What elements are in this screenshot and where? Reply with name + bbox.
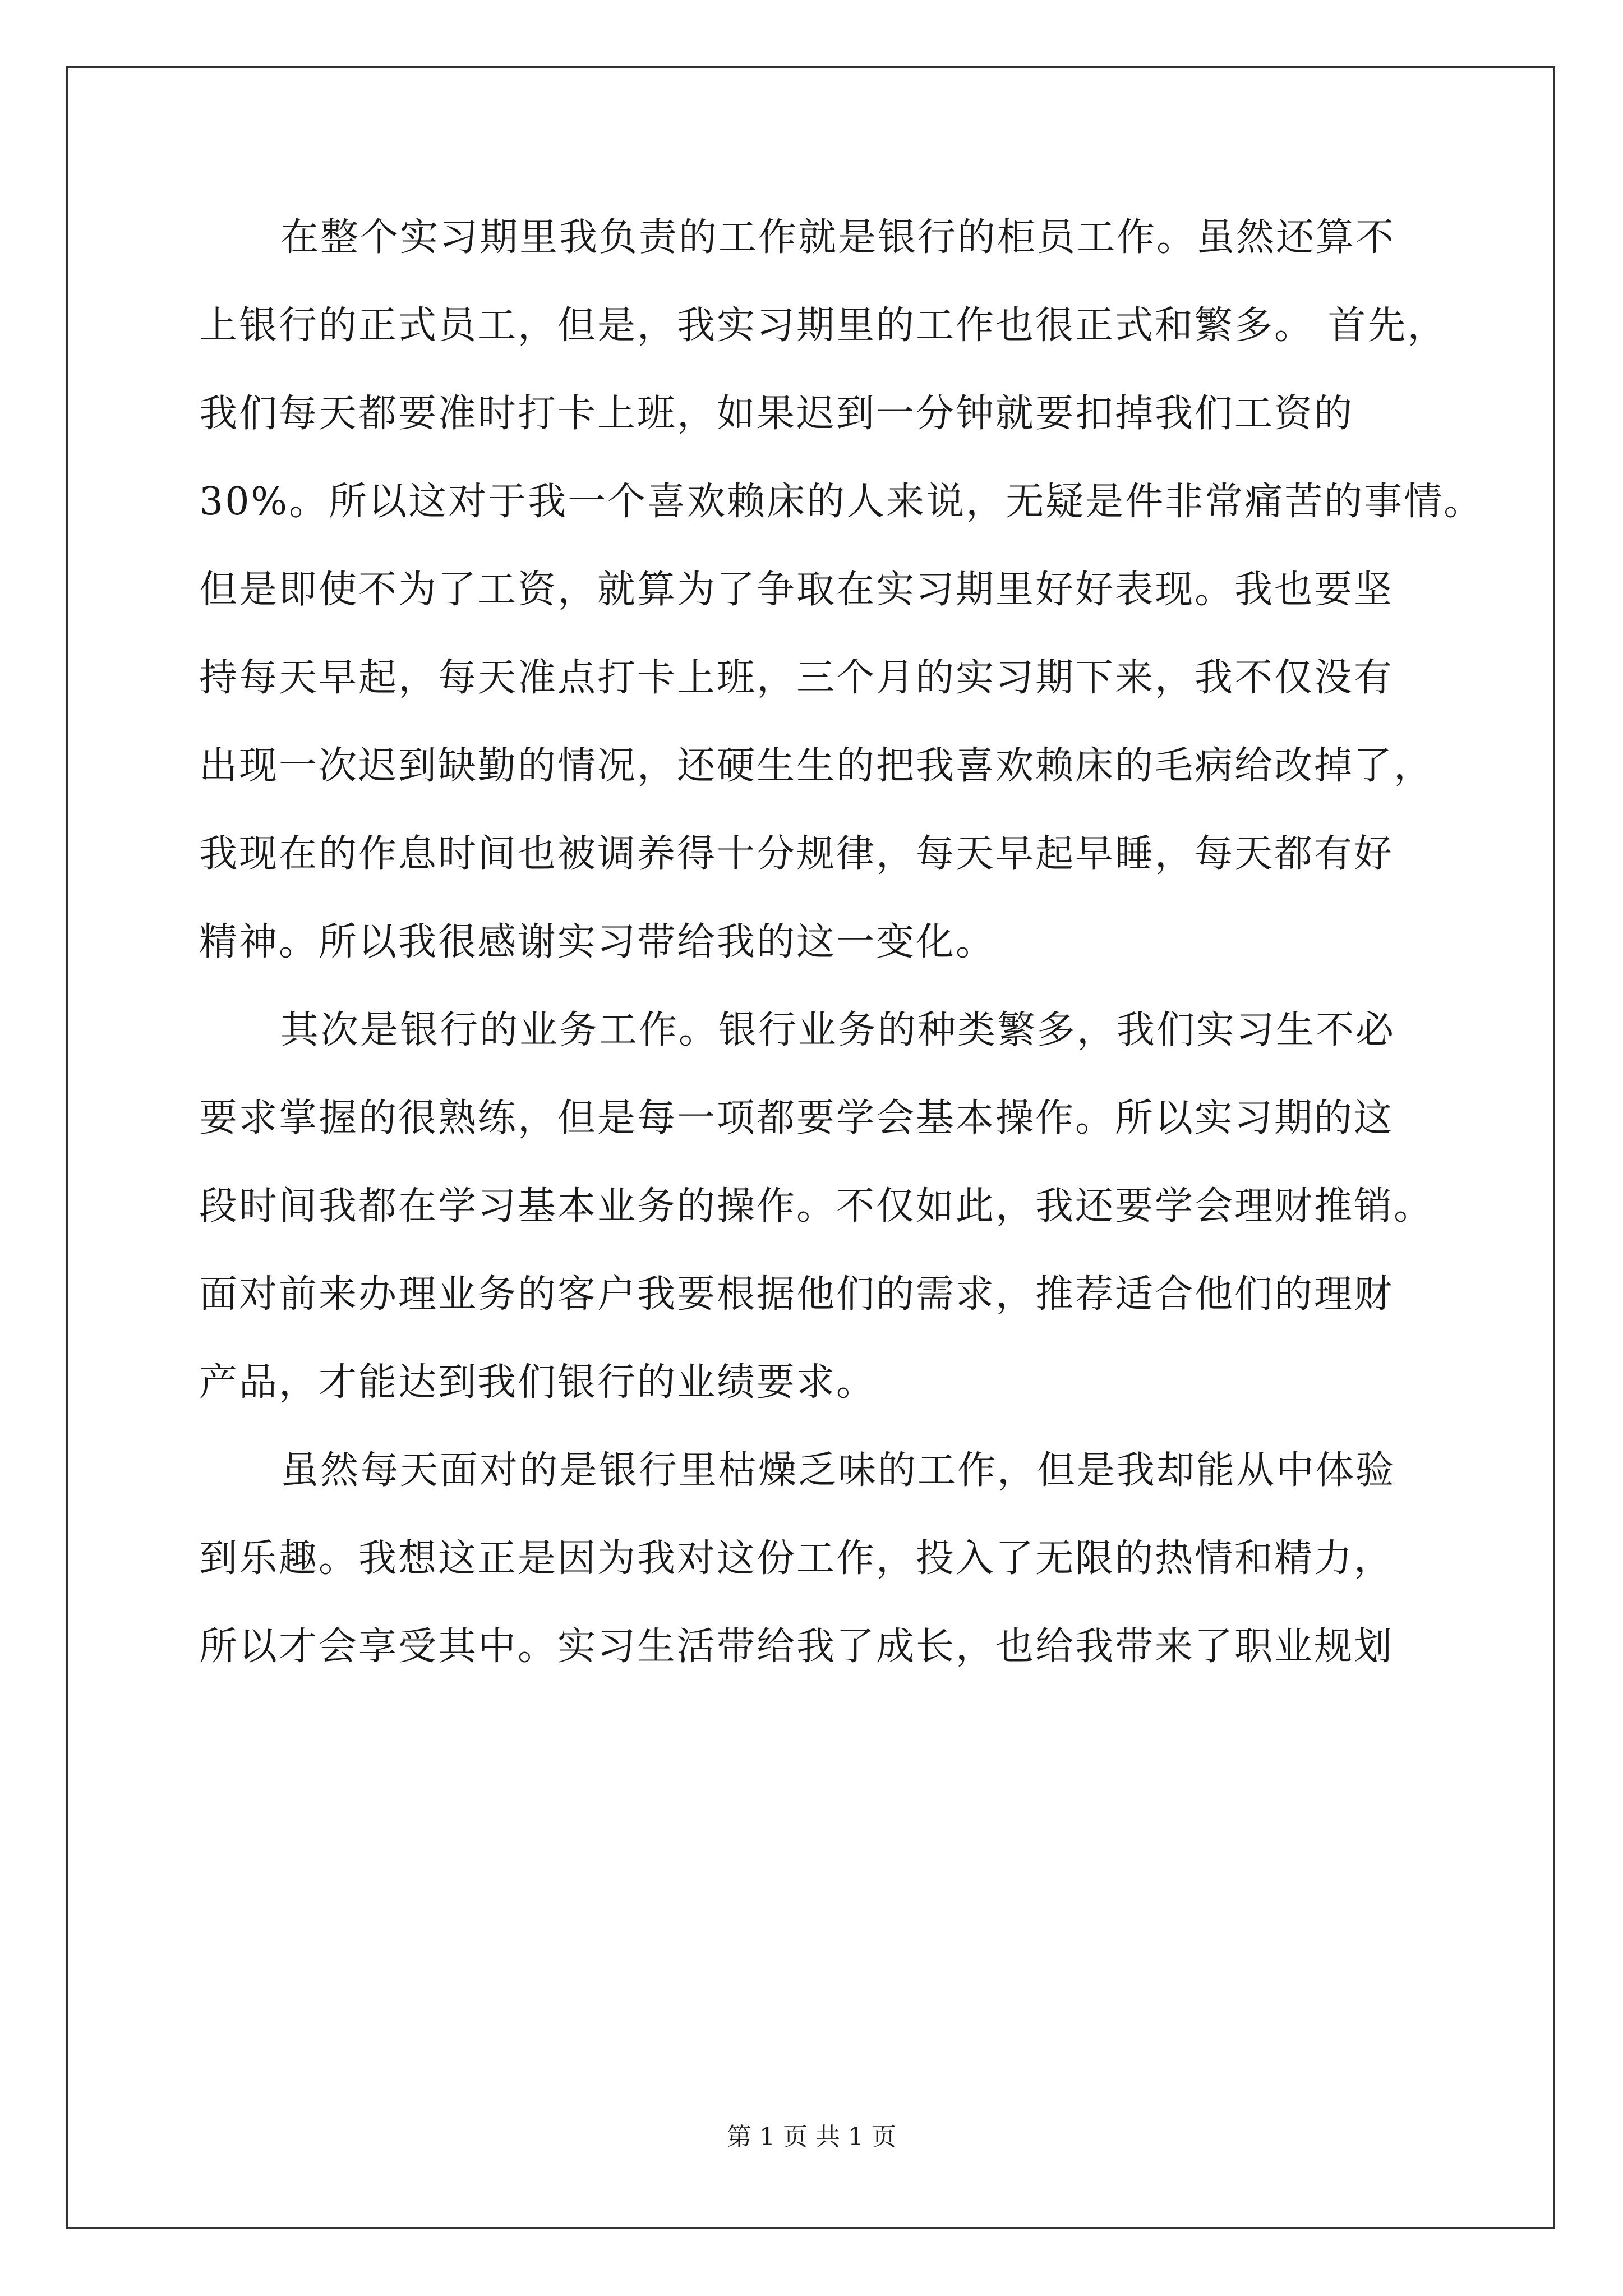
text-line: 上银行的正式员工，但是，我实习期里的工作也很正式和繁多。 首先，: [199, 303, 1447, 348]
text-line: 其次是银行的业务工作。银行业务的种类繁多，我们实习生不必: [280, 1008, 1396, 1052]
text-line: 面对前来办理业务的客户我要根据他们的需求，推荐适合他们的理财: [199, 1272, 1394, 1317]
text-line: 精神。所以我很感谢实习带给我的这一变化。: [199, 920, 996, 964]
text-line: 在整个实习期里我负责的工作就是银行的柜员工作。虽然还算不: [280, 215, 1396, 260]
text-line: 要求掌握的很熟练，但是每一项都要学会基本操作。所以实习期的这: [199, 1096, 1394, 1140]
text-line: 段时间我都在学习基本业务的操作。不仅如此，我还要学会理财推销。: [199, 1184, 1434, 1228]
text-line: 持每天早起，每天准点打卡上班，三个月的实习期下来，我不仅没有: [199, 656, 1394, 700]
text-line: 所以才会享受其中。实习生活带给我了成长，也给我带来了职业规划: [199, 1625, 1394, 1669]
text-line: 虽然每天面对的是银行里枯燥乏味的工作，但是我却能从中体验: [280, 1448, 1396, 1493]
text-line: 出现一次迟到缺勤的情况，还硬生生的把我喜欢赖床的毛病给改掉了，: [199, 744, 1434, 788]
text-line: 我现在的作息时间也被调养得十分规律，每天早起早睡，每天都有好: [199, 832, 1394, 876]
text-line: 到乐趣。我想这正是因为我对这份工作，投入了无限的热情和精力，: [199, 1536, 1394, 1581]
text-line: 30%。所以这对于我一个喜欢赖床的人来说，无疑是件非常痛苦的事情。: [199, 480, 1484, 524]
text-line: 但是即使不为了工资，就算为了争取在实习期里好好表现。我也要坚: [199, 568, 1394, 612]
page-number-footer: 第 1 页 共 1 页: [727, 2123, 896, 2151]
text-line: 我们每天都要准时打卡上班，如果迟到一分钟就要扣掉我们工资的: [199, 392, 1354, 436]
text-line: 产品，才能达到我们银行的业绩要求。: [199, 1360, 877, 1405]
